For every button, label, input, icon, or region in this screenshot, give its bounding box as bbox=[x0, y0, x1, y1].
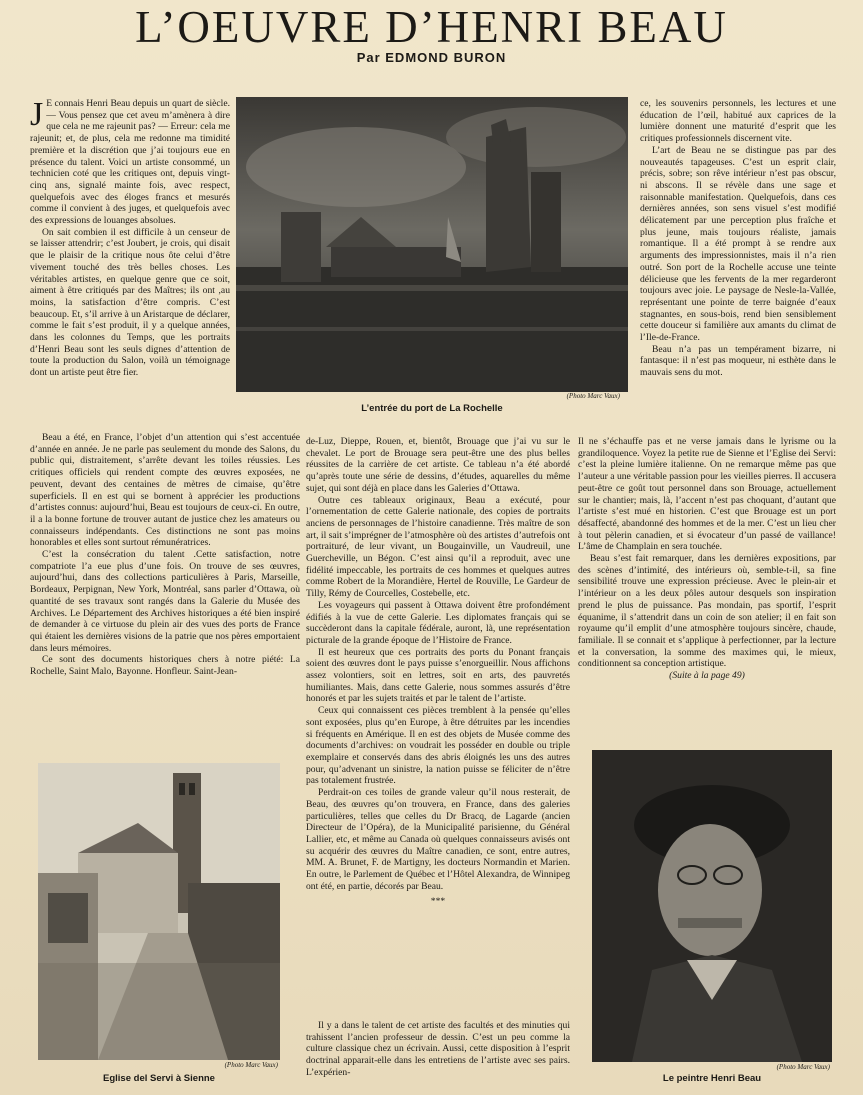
photo-credit: (Photo Marc Vaux) bbox=[776, 1063, 830, 1071]
text-column-1-lower bbox=[30, 432, 300, 754]
text-column-3 bbox=[640, 98, 836, 438]
text-column-1 bbox=[30, 98, 230, 428]
paragraph: Ceux qui connaissent ces pièces tremblent à la pensée qu’elles sont exposées, plus qu’en Europe, à être détruites par les incendies si fréquents en Amérique. Il en est des objets de Musée comme des documents d’archives: on voudrait les posséder en double ou triple exemplaire et conservés dans des abris éloignés les uns des autres pour, qu’advenant un sinistre, la nation puisse se féliciter de n’être pas totalement frustrée. bbox=[306, 705, 570, 787]
photo-credit: (Photo Marc Vaux) bbox=[224, 1061, 278, 1069]
section-separator: *** bbox=[430, 896, 446, 908]
paragraph: Il est heureux que ces portraits des ports du Ponant français soient des œuvres dont le pays puisse s’enorgueillir. Nous affichons assez volontiers, soit en lettres, soit en arts, des pauvretés humiliantes. Mais, dans cette Galerie, nous sommes assurés d’être honorés et par les sujets traités et par le talent de l’artiste. bbox=[306, 646, 570, 705]
photo-caption: Le peintre Henri Beau bbox=[662, 1073, 762, 1084]
page-title: L’OEUVRE D’HENRI BEAU bbox=[135, 2, 728, 52]
paragraph: Perdrait-on ces toiles de grande valeur qu’il nous resterait, de Beau, des œuvres qu’on trouvera, en France, dans des galeries particulières, telles que celles du Dr Bracq, de Lagarde (ancien Directeur de l’Opéra), de la Municipalité parisienne, du Général Lallier, etc, et même au Canada où quelques connaisseurs avisés ont su acquérir des œuvres du Maître canadien, ce sont, entre autres, MM. A. Brunet, F. de Martigny, les docteurs Normandin et Marien. En outre, le Parlement de Québec et l’Hôtel Alexandra, de Winnipeg ont été, en partie, décorés par Beau. bbox=[306, 787, 570, 892]
photo-sienne bbox=[38, 763, 280, 1060]
paragraph: Beau a été, en France, l’objet d’un attention qui s’est accentuée d’année en année. Je ne parle pas seulement du monde des Salons, du public qui, distraitement, s’arrête devant les toiles réussies. Les critiques officiels qui rendent compte des œuvres exposées, ne peuvent, devant des centaines de mètres de cimaise, qu’être superficiels. Il en est qui se bornent à apprécier les productions d’artistes connus: aujourd’hui, Beau est toujours de ceux-ci. En outre, il a la bonne fortune de trouver autant de justice chez les amateurs ou connaisseurs indépendants. Ces distinctions ne sont pas moins honorables et elles sont surtout rémunératrices. bbox=[30, 432, 300, 549]
paragraph: Beau n’a pas un tempérament bizarre, ni fantasque: il n’est pas moqueur, ni esthète dans le mauvais sens du mot. bbox=[640, 343, 836, 379]
text-column-2-bottom bbox=[306, 1020, 570, 1086]
photo-caption: L’entrée du port de La Rochelle bbox=[361, 403, 503, 414]
continued-note: (Suite à la page 49) bbox=[669, 670, 745, 682]
paragraph: Outre ces tableaux originaux, Beau a exécuté, pour l’ornementation de cette Galerie nationale, des copies de portraits anciens de personnages de l’histoire canadienne. Très maître de son art, il sait s’imprégner de l’atmosphère où des artistes d’autrefois ont portraituré, de leur vivant, un Bougainville, un Vaudreuil, une Guercheville, un Bégon. C’est ainsi qu’il a reproduit, avec une fidélité impeccable, les portraits de ces hommes et quelques autres comme Robert de la Morandière, Hertel de Rouville, Le Gardeur de Tilly, Rémy de Courcelles, Costebelle, etc. bbox=[306, 494, 570, 600]
paragraph: de-Luz, Dieppe, Rouen, et, bientôt, Brouage que j’ai vu sur le chevalet. Le port de Brouage sera peut-être une des plus belles réussites de la carrière de cet artiste. Ce tableau n’a été abordé qu’après toute une série de dessins, d’études, aquarelles du même sujet, qui sont déjà en place dans les Galeries d’Ottawa. bbox=[306, 436, 570, 494]
painting-church-image bbox=[38, 763, 280, 1060]
text-column-4 bbox=[578, 436, 836, 736]
paragraph: L’art de Beau ne se distingue pas par des nouveautés tapageuses. C’est un esprit clair, précis, sobre; son rêve intérieur n’est pas obscur, ni abscons. Il se révèle dans une sage et raisonnable manifestation. Quelquefois, dans ces dernières années, son sens visuel s’est modifié délicatement par une perception plus fraîche et plus jeune, mais toujours réaliste, jamais romantique. Il a été prompt à se rendre aux arguments des impressionnistes, mais il n’a rien outré. Son port de la Rochelle accuse une teinte délicieuse que les fervents de la mer regarderont toujours avec joie. Le paysage de Nesle-la-Vallée, représentant une pointe de terre baignée d’eaux stagnantes, en sous-bois, rend bien sensiblement cette douceur si familière aux amants du climat de l’Ile-de-France. bbox=[640, 144, 836, 344]
paragraph: Il ne s’échauffe pas et ne verse jamais dans le lyrisme ou la grandiloquence. Voyez la petite rue de Sienne et l’Eglise dei Servi: c’est la pleine lumière italienne. On ne remarque même pas que l’auteur a une véritable passion pour les vieilles pierres. Il accusera peut-être ce goût tout personnel dans son Brouage, actuellement sur le chantier; mais, là, l’accent n’est pas choquant, d’autant que l’artiste s’est mué en historien. C’est que Brouage est un port désaffecté, abandonné des hommes et de la mer. C’est un lieu cher à tout pèlerin canadien, et si évocateur d’un passé de vaillance! L’âme de Champlain en sera touchée. bbox=[578, 436, 836, 553]
paragraph: C’est la consécration du talent .Cette satisfaction, notre compatriote l’a eue plus d’une fois. On trouve de ses œuvres, aujourd’hui, dans des collections particulières à Paris, Marseille, Bordeaux, Perpignan, New York, Montréal, sans parler d’Ottawa, où quantité de ses travaux sont rangés dans la Galerie du Musée des Archives. Le Département des Archives historiques a été bien inspiré de demander à ce virtuose du plein air des vues des ports de France qui étaient les dernières visions de la patrie que nos pères emportaient dans leurs mémoires. bbox=[30, 549, 300, 654]
painting-port-image bbox=[236, 97, 628, 392]
dropcap: J bbox=[30, 98, 44, 133]
paragraph: ce, les souvenirs personnels, les lectures et une éducation de l’œil, habitué aux caprices de la lumière donnent une maturité d’esprit que les critiques professionnels discernent vite. bbox=[640, 98, 836, 145]
paragraph: Ce sont des documents historiques chers à notre piété: La Rochelle, Saint Malo, Bayonne. Honfleur. Saint-Jean- bbox=[30, 654, 300, 678]
paragraph: Les voyageurs qui passent à Ottawa doivent être profondément édifiés à la vue de cette Galerie. Les diplomates français qui se succèderont dans la capitale fédérale, auront, là, une représentation picturale de la grande époque de l’Histoire de France. bbox=[306, 599, 570, 646]
paragraph: J E connais Henri Beau depuis un quart de siècle. — Vous pensez que cet aveu m’amènera à dire que cela ne me rajeunit pas? — Erreur: cela me rajeunit; et, de plus, cela me redonne ma timidité première et la discrétion que j’ai toujours eue en présence du talent. Voici un artiste consommé, un technicien coté que les critiques ont, depuis vingt-cinq ans, signalé mainte fois, avec respect, quelquefois avec des éloges francs et mesurés comme il convient à des juges, et quelquefois avec des expressions de louanges absolues. bbox=[30, 98, 230, 227]
paragraph: Il y a dans le talent de cet artiste des facultés et des minuties qui trahissent l’ancien professeur de dessin. C’est un peu comme la culture classique chez un écrivain. Aussi, cette disposition à l’esprit doctrinal apparait-elle dans les entretiens de l’artiste avec ses pairs. L’expérien- bbox=[306, 1020, 570, 1078]
paragraph: Beau s’est fait remarquer, dans les dernières expositions, par des scènes d’intimité, des intérieurs où, semble-t-il, sa fine sensibilité trouve une expression précieuse. Avec le plein-air et l’intérieur on a les deux pôles autour desquels son inspiration prend le plus de puissance. Pas mondain, pas sportif, l’esprit équanime, il s’attendrit dans un coin de son atelier; il en fait son royaume qu’il emplit d’une atmosphère toujours sincère, chaude, familiale. Il se connait et s’applique à perfectionner, par la lecture et la conversation, la somme des maximes qui, le mieux, conditionnent sa conception artistique. bbox=[578, 553, 836, 670]
byline: Par EDMOND BURON bbox=[356, 50, 507, 65]
photo-la-rochelle bbox=[236, 97, 628, 392]
photo-portrait bbox=[592, 750, 832, 1062]
photo-credit: (Photo Marc Vaux) bbox=[566, 392, 620, 400]
photo-caption: Eglise del Servi à Sienne bbox=[103, 1073, 215, 1084]
text-column-2 bbox=[306, 436, 570, 1006]
paragraph: On sait combien il est difficile à un censeur de se laisser attendrir; c’est Joubert, je crois, qui disait que le plaisir de la critique nous ôte celui d’être vivement touché des très belles choses. Les véritables artistes, en quelque genre que ce soit, aiment à être critiqués par des Maîtres; ils ont ,au moins, la satisfaction d’être compris. C’est beaucoup. Et, s’il arrive à un Aristarque de déclarer, comme le fait s’est produit, il y a quelque années, dans les colonnes du Temps, que les portraits d’Henri Beau sont les seuls dignes d’attention de toute la production du Salon, voilà un témoignage dont un artiste peut être fier. bbox=[30, 226, 230, 379]
painter-portrait-image bbox=[592, 750, 832, 1062]
